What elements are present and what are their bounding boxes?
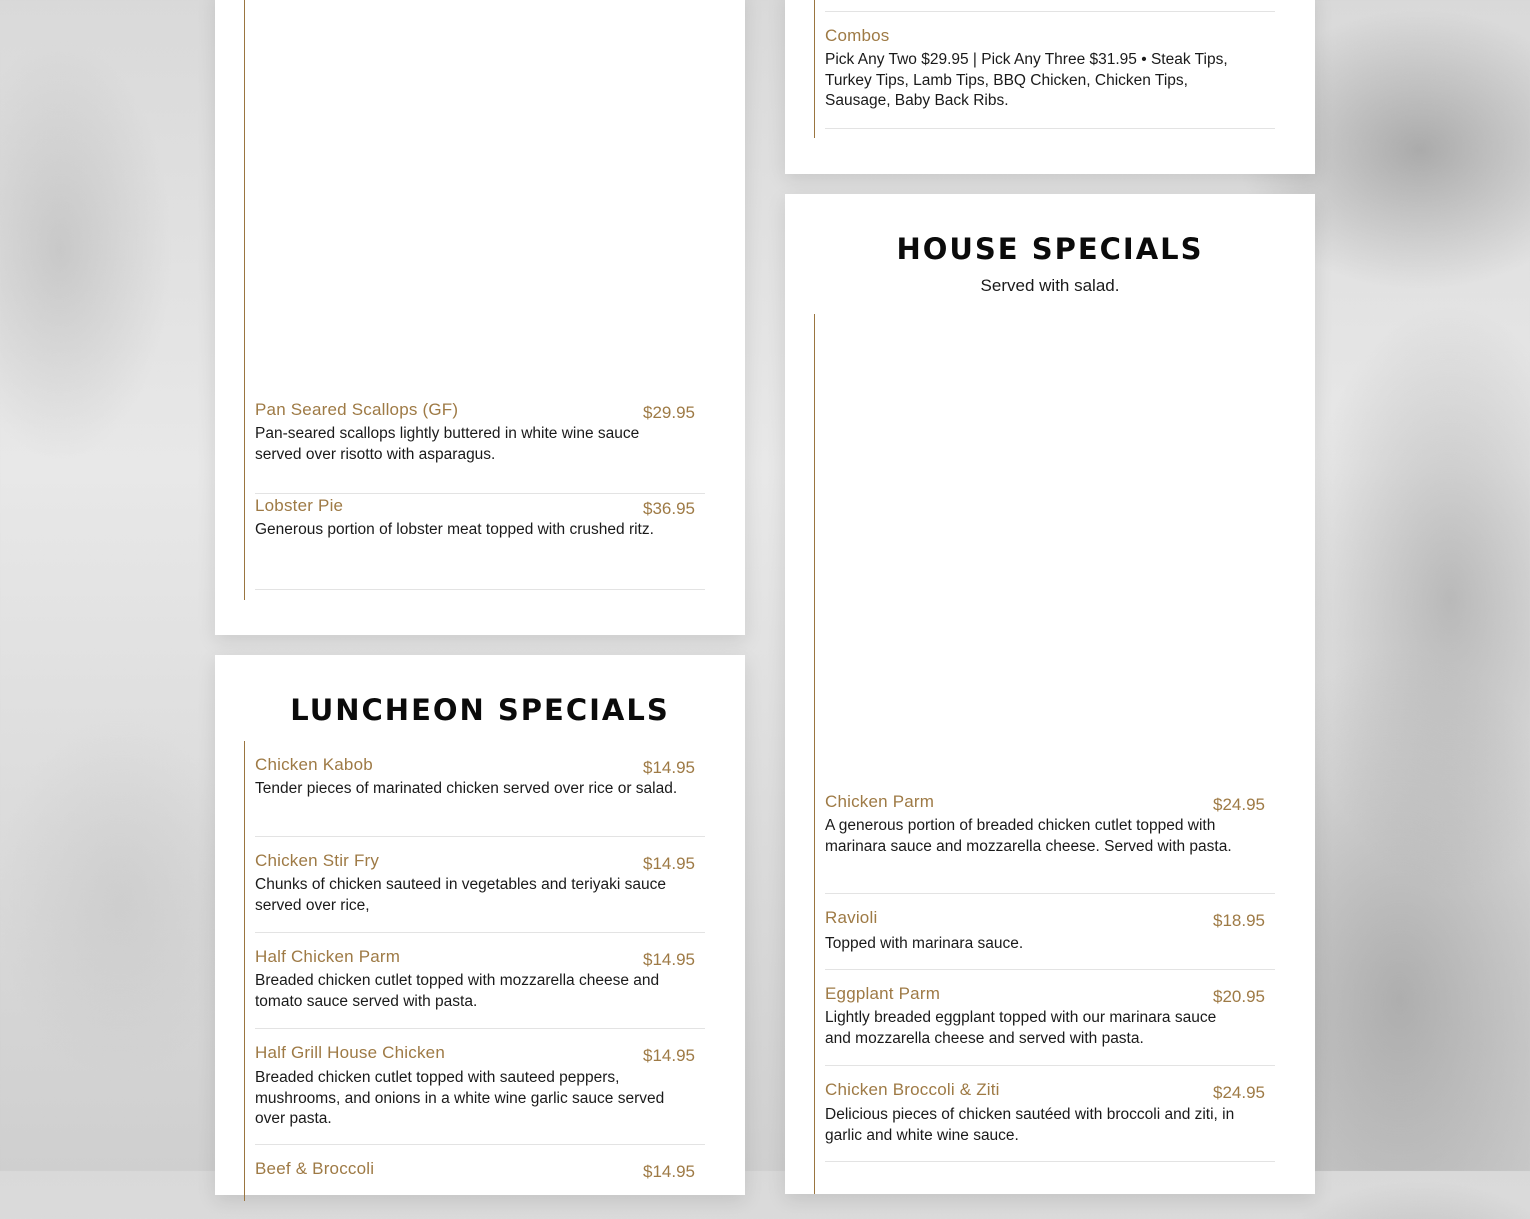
menu-item-price: $14.95 (643, 1162, 695, 1181)
divider (825, 11, 1275, 12)
menu-item (255, 755, 705, 837)
menu-item (255, 947, 705, 1029)
menu-items-list (244, 741, 705, 1201)
menu-item-description: A generous portion of breaded chicken cutlet topped with marinara sauce and mozzarella cheese. Served with pasta. (825, 817, 1232, 855)
menu-item-price: $14.95 (643, 950, 695, 969)
menu-item-name: Chicken Parm (825, 792, 935, 811)
menu-item (255, 851, 705, 933)
menu-item (825, 792, 1275, 894)
section-title: HOUSE SPECIALS (896, 232, 1204, 266)
menu-item-description: Pan-seared scallops lightly buttered in white wine sauce served over risotto with asparagus. (255, 425, 640, 463)
section-subtitle: Served with salad. (980, 276, 1120, 295)
menu-items-list (814, 314, 1275, 1194)
menu-item-name: Lobster Pie (255, 496, 344, 515)
menu-item-name: Chicken Broccoli & Ziti (825, 1080, 1000, 1099)
menu-item-name: Chicken Stir Fry (255, 851, 380, 870)
menu-item (255, 496, 705, 590)
section-title: LUNCHEON SPECIALS (290, 693, 670, 727)
menu-item (255, 1043, 705, 1145)
menu-item-description: Breaded chicken cutlet topped with sauteed peppers, mushrooms, and onions in a white wine garlic sauce served over pasta. (255, 1069, 665, 1127)
menu-item-price: $24.95 (1213, 1083, 1265, 1102)
menu-item-description: Lightly breaded eggplant topped with our marinara sauce and mozzarella cheese and served with pasta. (825, 1009, 1217, 1047)
menu-item-description: Topped with marinara sauce. (825, 935, 1024, 952)
menu-card-house (785, 194, 1315, 1194)
menu-item-price: $14.95 (643, 854, 695, 873)
menu-item-price: $36.95 (643, 499, 695, 518)
menu-card-seafood (215, 0, 745, 635)
menu-item (825, 984, 1275, 1066)
menu-item-price: $20.95 (1213, 987, 1265, 1006)
menu-item-name: Half Chicken Parm (255, 947, 401, 966)
menu-item-price: $18.95 (1213, 911, 1265, 930)
menu-item-name: Pan Seared Scallops (GF) (255, 400, 459, 419)
menu-item-price: $29.95 (643, 403, 695, 422)
menu-item-description: Delicious pieces of chicken sautéed with broccoli and ziti, in garlic and white wine sauce. (825, 1106, 1235, 1144)
menu-item-description: Breaded chicken cutlet topped with mozzarella cheese and tomato sauce served with pasta. (255, 972, 660, 1010)
menu-item-description: Generous portion of lobster meat topped with crushed ritz. (255, 521, 654, 538)
menu-item-name: Eggplant Parm (825, 984, 941, 1003)
menu-item (825, 1080, 1275, 1162)
menu-item-description: Pick Any Two $29.95 | Pick Any Three $31.95 • Steak Tips, Turkey Tips, Lamb Tips, BBQ Chicken, Chicken Tips, Sausage, Baby Back Ribs. (825, 51, 1228, 109)
menu-item-price: $14.95 (643, 758, 695, 777)
menu-item (825, 26, 1275, 129)
menu-item-name: Beef & Broccoli (255, 1159, 375, 1178)
menu-item-name: Ravioli (825, 908, 878, 927)
menu-item (825, 908, 1275, 970)
menu-item (255, 400, 705, 494)
menu-item-name: Chicken Kabob (255, 755, 373, 774)
menu-item-price: $14.95 (643, 1046, 695, 1065)
menu-item (255, 1159, 705, 1219)
menu-item-description: Tender pieces of marinated chicken served over rice or salad. (255, 780, 678, 797)
menu-item-description: Chunks of chicken sauteed in vegetables and teriyaki sauce served over rice, (255, 876, 666, 914)
menu-card-combos (785, 0, 1315, 174)
menu-item-name: Combos (825, 26, 890, 45)
menu-item-name: Half Grill House Chicken (255, 1043, 445, 1062)
menu-items-list (814, 0, 1275, 138)
menu-card-luncheon (215, 655, 745, 1195)
menu-items-list (244, 0, 705, 600)
menu-item-price: $24.95 (1213, 795, 1265, 814)
